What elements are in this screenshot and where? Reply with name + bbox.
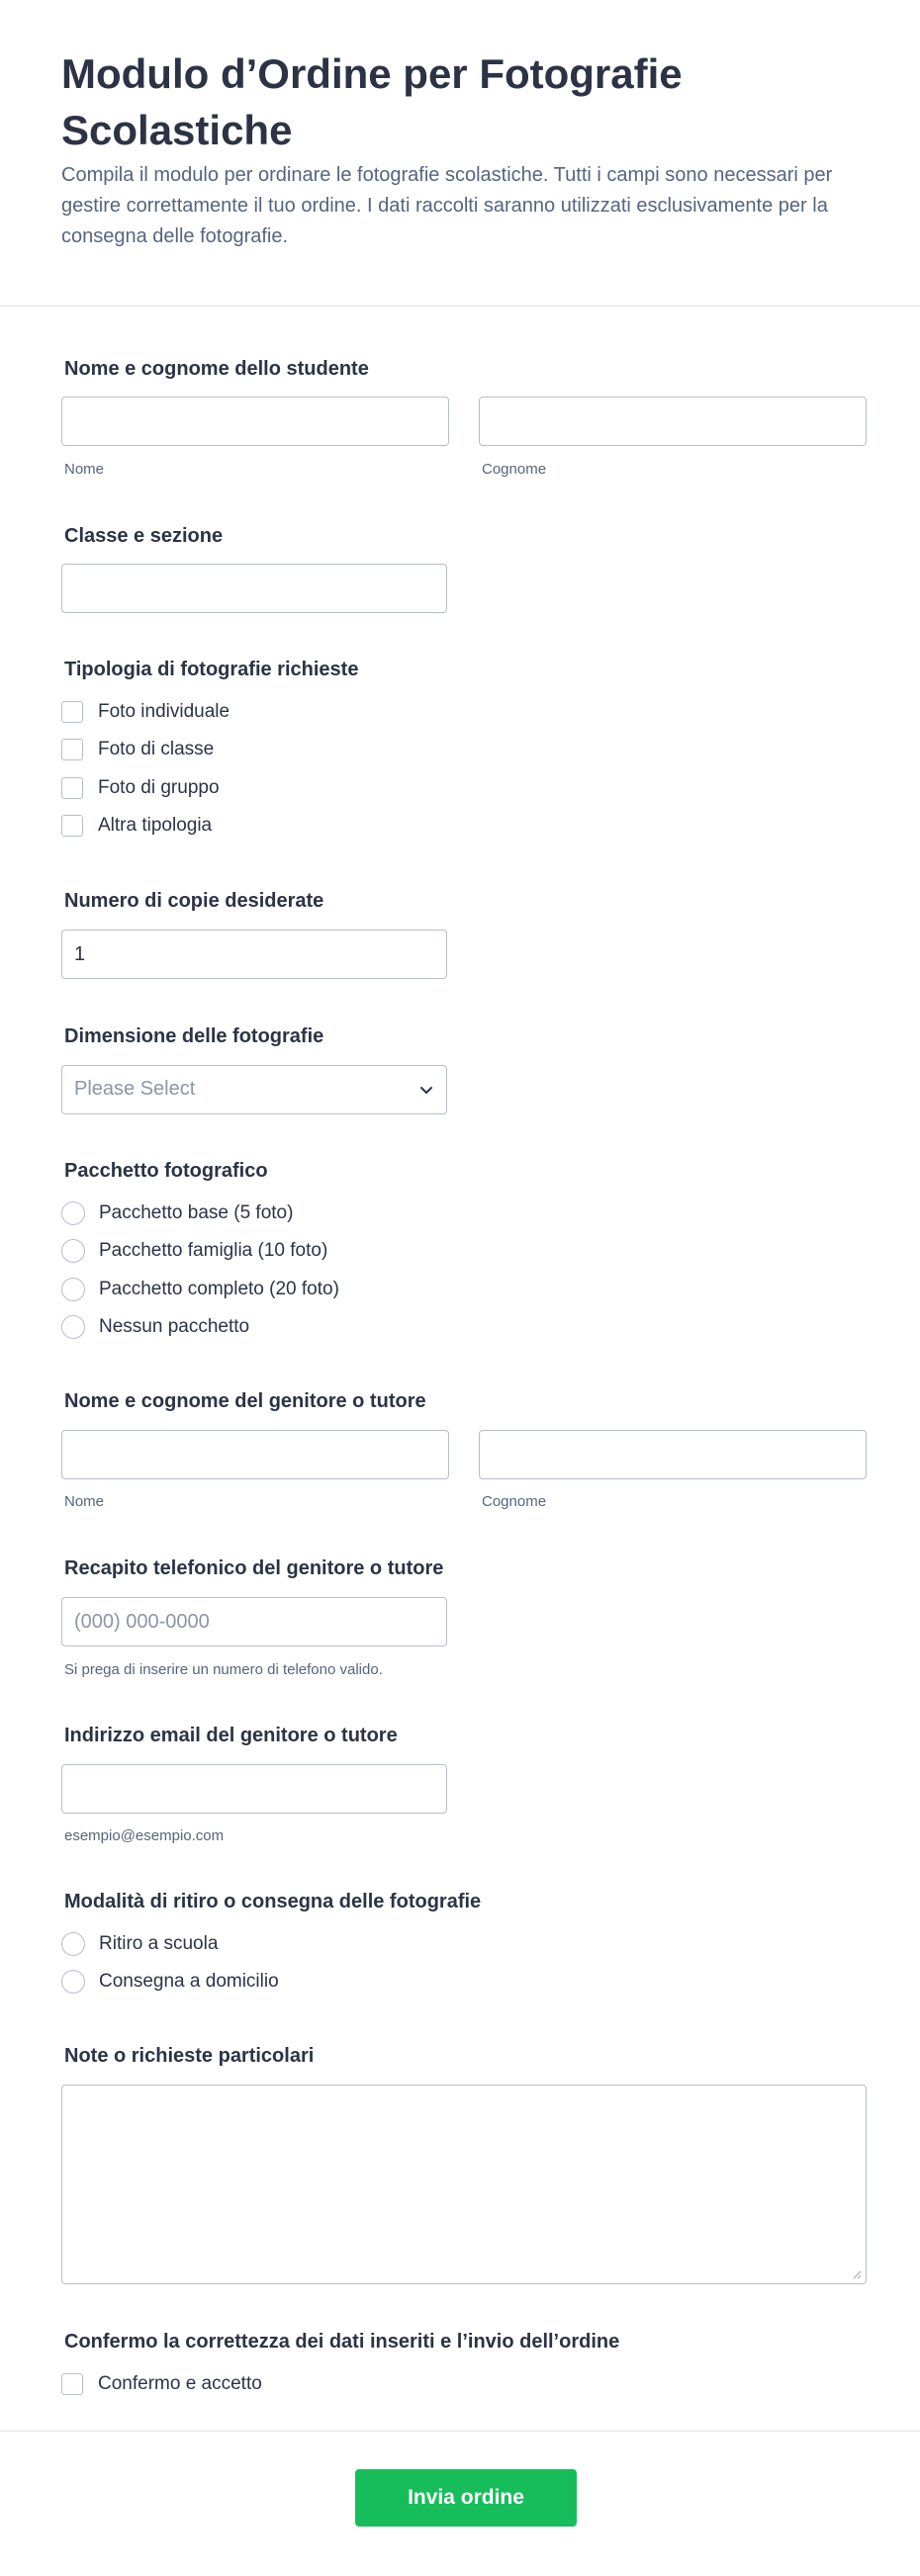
size-select[interactable] bbox=[61, 1065, 447, 1114]
confirm-option[interactable] bbox=[61, 2371, 262, 2397]
option-label: Foto individuale bbox=[98, 701, 230, 722]
package-option[interactable] bbox=[61, 1238, 327, 1264]
resize-grip-icon[interactable] bbox=[852, 2269, 862, 2279]
radio-button[interactable] bbox=[61, 1315, 85, 1339]
photo-type-option[interactable] bbox=[61, 813, 212, 839]
phone-label: Recapito telefonico del genitore o tutore bbox=[64, 1557, 444, 1579]
form-header bbox=[0, 0, 920, 307]
photo-types-label: Tipologia di fotografie richieste bbox=[64, 659, 359, 680]
copies-label: Numero di copie desiderate bbox=[64, 890, 324, 912]
notes-label: Note o richieste particolari bbox=[64, 2045, 315, 2067]
footer-divider bbox=[0, 2431, 920, 2432]
package-option[interactable] bbox=[61, 1277, 339, 1302]
size-label: Dimensione delle fotografie bbox=[64, 1025, 324, 1047]
copies-input[interactable] bbox=[61, 930, 447, 979]
phone-sublabel: Si prega di inserire un numero di telefono valido. bbox=[64, 1661, 383, 1678]
parent-name-label: Nome e cognome del genitore o tutore bbox=[64, 1390, 426, 1412]
delivery-option[interactable] bbox=[61, 1931, 218, 1957]
radio-button[interactable] bbox=[61, 1239, 85, 1263]
radio-button[interactable] bbox=[61, 1970, 85, 1994]
student-first-name-input[interactable] bbox=[61, 397, 449, 446]
delivery-label: Modalità di ritiro o consegna delle fotografie bbox=[64, 1891, 482, 1912]
class-section-label: Classe e sezione bbox=[64, 525, 224, 547]
radio-button[interactable] bbox=[61, 1201, 85, 1225]
notes-textarea[interactable] bbox=[61, 2085, 867, 2284]
radio-button[interactable] bbox=[61, 1932, 85, 1956]
checkbox[interactable] bbox=[61, 739, 83, 760]
chevron-down-icon bbox=[416, 1080, 436, 1100]
parent-first-name-sublabel: Nome bbox=[64, 1493, 105, 1510]
option-label: Confermo e accetto bbox=[98, 2373, 262, 2394]
confirm-label: Confermo la correttezza dei dati inseriti e l’invio dell’ordine bbox=[64, 2331, 620, 2353]
checkbox[interactable] bbox=[61, 2373, 83, 2395]
package-label: Pacchetto fotografico bbox=[64, 1160, 268, 1182]
parent-first-name-input[interactable] bbox=[61, 1430, 449, 1479]
student-last-name-sublabel: Cognome bbox=[482, 461, 547, 478]
student-name-label: Nome e cognome dello studente bbox=[64, 358, 369, 380]
option-label: Ritiro a scuola bbox=[99, 1933, 219, 1954]
photo-type-option[interactable] bbox=[61, 737, 214, 762]
checkbox[interactable] bbox=[61, 815, 83, 837]
option-label: Consegna a domicilio bbox=[99, 1971, 279, 1992]
parent-last-name-sublabel: Cognome bbox=[482, 1493, 547, 1510]
student-last-name-input[interactable] bbox=[479, 397, 867, 446]
option-label: Foto di gruppo bbox=[98, 777, 220, 798]
option-label: Nessun pacchetto bbox=[99, 1316, 250, 1337]
class-section-input[interactable] bbox=[61, 564, 447, 613]
package-option[interactable] bbox=[61, 1314, 249, 1340]
email-sublabel: esempio@esempio.com bbox=[64, 1827, 225, 1844]
student-first-name-sublabel: Nome bbox=[64, 461, 105, 478]
phone-input[interactable] bbox=[61, 1597, 447, 1646]
option-label: Altra tipologia bbox=[98, 815, 213, 836]
photo-type-option[interactable] bbox=[61, 775, 220, 801]
checkbox[interactable] bbox=[61, 777, 83, 799]
option-label: Pacchetto base (5 foto) bbox=[99, 1202, 294, 1223]
page-description: Compila il modulo per ordinare le fotografie scolastiche. Tutti i campi sono necessari per gestire correttamente il tuo ordine. I dati raccolti saranno utilizzati esclusivamente per la consegna delle fotografie. bbox=[61, 164, 833, 247]
package-option[interactable] bbox=[61, 1200, 293, 1226]
option-label: Foto di classe bbox=[98, 739, 215, 759]
size-select-placeholder: Please Select bbox=[74, 1078, 196, 1100]
email-label: Indirizzo email del genitore o tutore bbox=[64, 1725, 398, 1746]
photo-type-option[interactable] bbox=[61, 699, 230, 725]
parent-last-name-input[interactable] bbox=[479, 1430, 867, 1479]
radio-button[interactable] bbox=[61, 1278, 85, 1301]
delivery-option[interactable] bbox=[61, 1969, 279, 1995]
checkbox[interactable] bbox=[61, 701, 83, 723]
option-label: Pacchetto famiglia (10 foto) bbox=[99, 1240, 328, 1261]
page-title: Modulo d’Ordine per Fotografie Scolastiche bbox=[61, 50, 683, 153]
email-input[interactable] bbox=[61, 1764, 447, 1814]
option-label: Pacchetto completo (20 foto) bbox=[99, 1279, 339, 1299]
submit-button[interactable]: Invia ordine bbox=[355, 2469, 577, 2527]
